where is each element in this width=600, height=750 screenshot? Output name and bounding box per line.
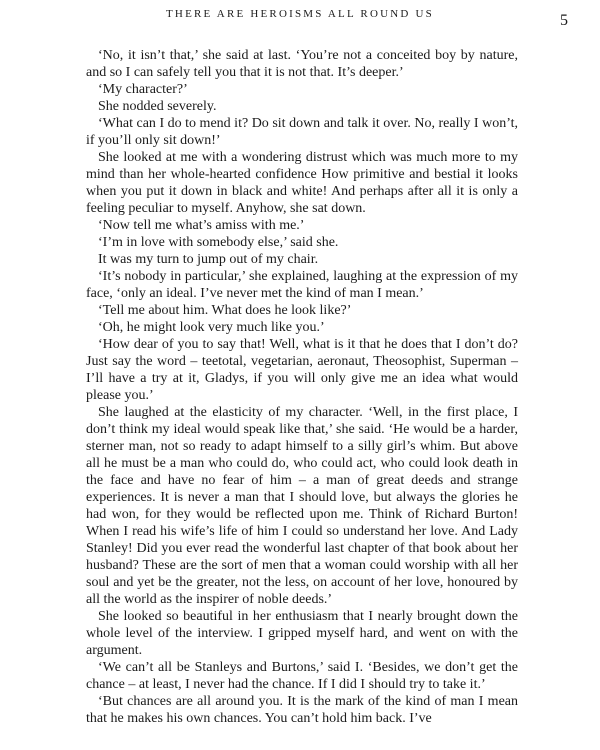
paragraph: It was my turn to jump out of my chair. (98, 252, 319, 267)
paragraph: She looked at me with a wondering distrust which was much more to my mind than her whole-hearted confidence How primitive and bestial it looks when you put it down in black and white! And perhaps after all it is only a feeling peculiar to myself. Anyhow, she sat down. (86, 150, 518, 216)
paragraph: ‘My character?’ (98, 82, 188, 97)
paragraph: ‘How dear of you to say that! Well, what is it that he does that I don’t do? Just say the word – teetotal, vegetarian, aeronaut, Theosophist, Superman – I’ll have a try at it, Gladys, if you will only give me an idea what would please you.’ (86, 337, 518, 403)
running-head: THERE ARE HEROISMS ALL ROUND US (166, 8, 434, 20)
paragraph: ‘Now tell me what’s amiss with me.’ (98, 218, 305, 233)
paragraph: She laughed at the elasticity of my character. ‘Well, in the first place, I don’t think my ideal would speak like that,’ she said. ‘He would be a harder, sterner man, not so ready to adapt himself to a silly girl’s whim. But above all he must be a man who could do, who could act, who could look death in the face and have no fear of him – a man of great deeds and strange experiences. It is never a man that I should love, but always the glories he had won, for they would be reflected upon me. Think of Richard Burton! When I read his wife’s life of him I could so understand her love. And Lady Stanley! Did you ever read the wonderful last chapter of that book about her husband? These are the sort of men that a woman could worship with all her soul and yet be the greater, not the less, on account of her love, honoured by all the world as the inspirer of noble deeds.’ (86, 405, 518, 607)
page-number: 5 (560, 12, 568, 29)
paragraph: ‘I’m in love with somebody else,’ said she. (98, 235, 339, 250)
paragraph: She nodded severely. (98, 99, 217, 114)
paragraph: She looked so beautiful in her enthusiasm that I nearly brought down the whole level of the interview. I gripped myself hard, and went on with the argument. (86, 609, 518, 658)
paragraph: ‘Tell me about him. What does he look like?’ (98, 303, 352, 318)
paragraph: ‘No, it isn’t that,’ she said at last. ‘You’re not a conceited boy by nature, and so I can safely tell you that it is not that. It’s deeper.’ (86, 48, 518, 80)
paragraph: ‘What can I do to mend it? Do sit down and talk it over. No, really I won’t, if you’ll only sit down!’ (86, 116, 518, 148)
body-text (86, 47, 518, 727)
paragraph: ‘Oh, he might look very much like you.’ (98, 320, 325, 335)
paragraph: ‘We can’t all be Stanleys and Burtons,’ said I. ‘Besides, we don’t get the chance – at least, I never had the chance. If I did I should try to take it.’ (86, 660, 518, 692)
paragraph: ‘But chances are all around you. It is the mark of the kind of man I mean that he makes his own chances. You can’t hold him back. I’ve (86, 694, 518, 726)
paragraph: ‘It’s nobody in particular,’ she explained, laughing at the expression of my face, ‘only an ideal. I’ve never met the kind of man I mean.’ (86, 269, 518, 301)
